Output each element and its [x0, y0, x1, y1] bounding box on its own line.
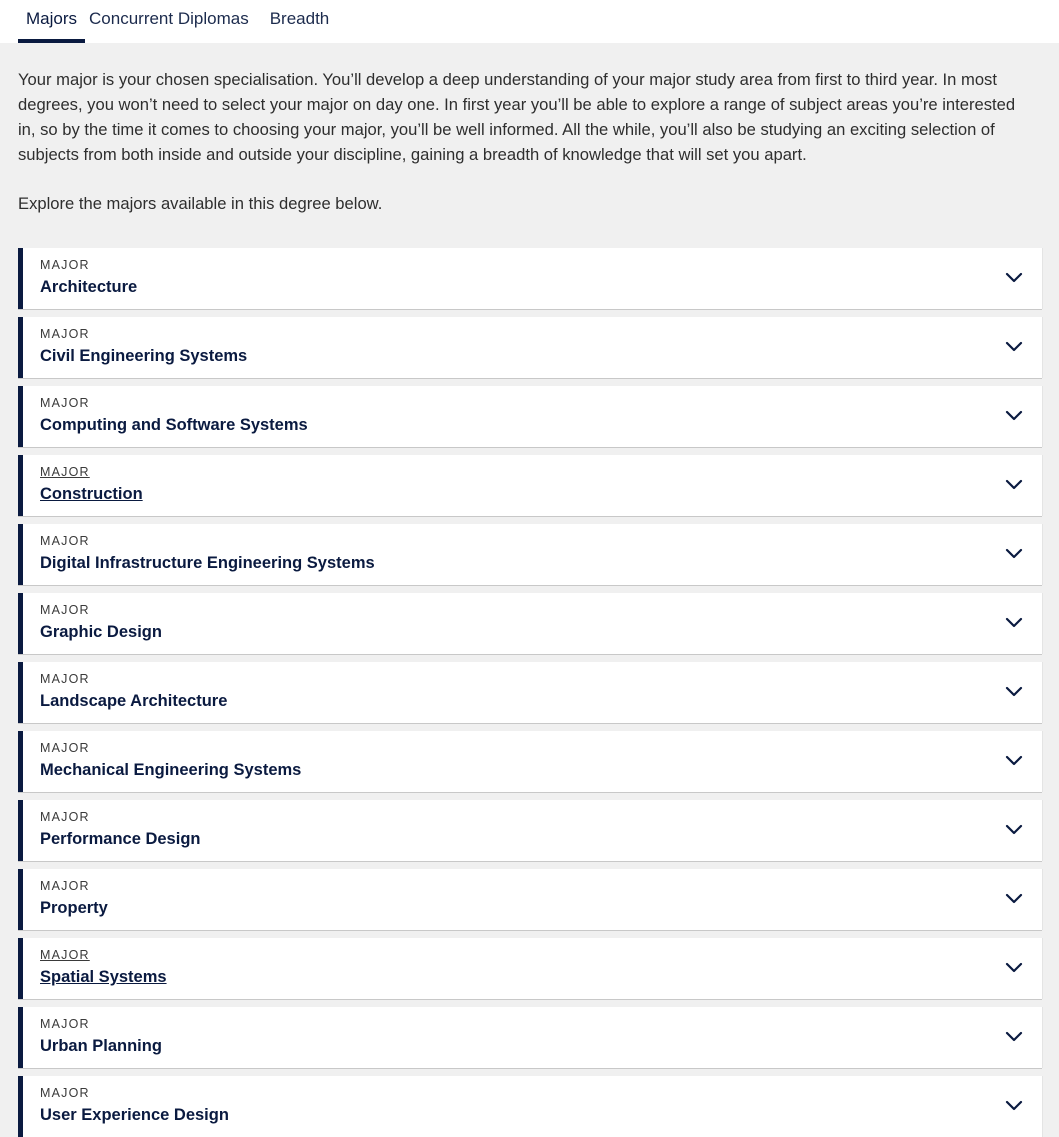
major-eyebrow: MAJOR [40, 810, 90, 824]
explore-text: Explore the majors available in this degree below. [18, 194, 383, 213]
major-title: Urban Planning [40, 1037, 162, 1055]
chevron-down-icon[interactable] [1003, 405, 1025, 427]
major-eyebrow: MAJOR [40, 465, 90, 479]
chevron-down-icon[interactable] [1003, 1095, 1025, 1117]
major-title: Property [40, 899, 108, 917]
major-eyebrow: MAJOR [40, 534, 90, 548]
chevron-down-icon[interactable] [1003, 267, 1025, 289]
intro-paragraph: Your major is your chosen specialisation. You’ll develop a deep understanding of your major study area from first to third year. In most degrees, you won’t need to select your major on day one. In first year you’ll be able to explore a range of subject areas you’re interested in, so by the time it comes to choosing your major, you’ll be well informed. All the while, you’ll also be studying an exciting selection of subjects from both inside and outside your discipline, gaining a breadth of knowledge that will set you apart. [18, 70, 1016, 164]
chevron-down-icon[interactable] [1003, 819, 1025, 841]
major-eyebrow: MAJOR [40, 948, 90, 962]
chevron-down-icon[interactable] [1003, 888, 1025, 910]
major-eyebrow: MAJOR [40, 396, 90, 410]
major-eyebrow: MAJOR [40, 258, 90, 272]
major-item-property[interactable] [18, 869, 1042, 930]
tab-list [18, 0, 329, 43]
major-title: Spatial Systems [40, 968, 167, 986]
major-eyebrow: MAJOR [40, 1086, 90, 1100]
major-item-urban-planning[interactable] [18, 1007, 1042, 1068]
major-eyebrow: MAJOR [40, 741, 90, 755]
chevron-down-icon[interactable] [1003, 336, 1025, 358]
chevron-down-icon[interactable] [1003, 543, 1025, 565]
major-item-computing-and-software-systems[interactable] [18, 386, 1042, 447]
major-eyebrow: MAJOR [40, 327, 90, 341]
major-item-performance-design[interactable] [18, 800, 1042, 861]
chevron-down-icon[interactable] [1003, 474, 1025, 496]
major-item-civil-engineering-systems[interactable] [18, 317, 1042, 378]
tab-bar [0, 0, 1059, 43]
chevron-down-icon[interactable] [1003, 750, 1025, 772]
major-title: Computing and Software Systems [40, 416, 308, 434]
tab-concurrent-diplomas[interactable]: Concurrent Diplomas [89, 9, 249, 28]
chevron-down-icon[interactable] [1003, 681, 1025, 703]
major-title: User Experience Design [40, 1106, 229, 1124]
major-title: Architecture [40, 278, 138, 296]
major-eyebrow: MAJOR [40, 603, 90, 617]
major-item-landscape-architecture[interactable] [18, 662, 1042, 723]
chevron-down-icon[interactable] [1003, 612, 1025, 634]
major-title: Digital Infrastructure Engineering Systems [40, 554, 375, 572]
major-item-mechanical-engineering-systems[interactable] [18, 731, 1042, 792]
major-title: Mechanical Engineering Systems [40, 761, 302, 779]
major-item-architecture[interactable] [18, 248, 1042, 309]
major-eyebrow: MAJOR [40, 1017, 90, 1031]
major-item-graphic-design[interactable] [18, 593, 1042, 654]
chevron-down-icon[interactable] [1003, 957, 1025, 979]
major-eyebrow: MAJOR [40, 879, 90, 893]
major-item-spatial-systems[interactable] [18, 938, 1042, 999]
major-title: Graphic Design [40, 623, 162, 641]
tab-breadth[interactable]: Breadth [269, 9, 330, 28]
major-title: Construction [40, 485, 143, 503]
major-item-digital-infrastructure-engineering-systems[interactable] [18, 524, 1042, 585]
major-item-user-experience-design[interactable] [18, 1076, 1042, 1137]
major-title: Civil Engineering Systems [40, 347, 248, 365]
chevron-down-icon[interactable] [1003, 1026, 1025, 1048]
major-item-construction[interactable] [18, 455, 1042, 516]
major-title: Performance Design [40, 830, 201, 848]
tab-majors[interactable]: Majors [18, 0, 85, 43]
major-eyebrow: MAJOR [40, 672, 90, 686]
major-title: Landscape Architecture [40, 692, 228, 710]
